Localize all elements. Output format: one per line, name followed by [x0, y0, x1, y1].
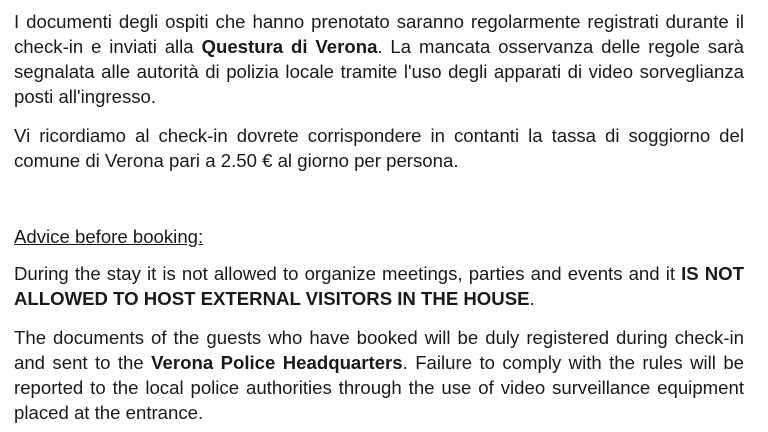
document-body: [14, 9, 744, 425]
paragraph-registration-italian: [14, 9, 744, 109]
paragraph-text: . La mancata osservanza delle regole sarà segnalata alle autorità di polizia locale tramite l'uso degli apparati di video sorveglianza posti all'ingresso.: [14, 36, 744, 107]
paragraph-text: .: [529, 288, 535, 309]
heading-advice-before-booking: Advice before booking:: [14, 226, 204, 247]
paragraph-text: During the stay it is not allowed to organize meetings, parties and events and it: [14, 263, 682, 284]
questura-verona-bold: Questura di Verona: [201, 36, 378, 57]
paragraph-registration-english: [14, 325, 744, 425]
blank-space: [14, 187, 744, 224]
paragraph-tourist-tax-italian: Vi ricordiamo al check-in dovrete corrispondere in contanti la tassa di soggiorno del comune di Verona pari a 2.50 € al giorno per persona.: [14, 125, 744, 171]
paragraph-text: The documents of the guests who have booked will be duly registered during check-in and sent to the: [14, 327, 744, 373]
paragraph-house-rules-english: [14, 261, 744, 311]
paragraph-text: I documenti degli ospiti che hanno prenotato saranno regolarmente registrati durante il check-in e inviati alla: [14, 11, 744, 57]
paragraph-text: . Failure to comply with the rules will be reported to the local police authorities through the use of video surveillance equipment placed at the entrance.: [14, 352, 745, 423]
no-external-visitors-bold: IS NOT ALLOWED TO HOST EXTERNAL VISITORS IN THE HOUSE: [14, 263, 745, 309]
police-headquarters-bold: Verona Police Headquarters: [151, 352, 403, 373]
